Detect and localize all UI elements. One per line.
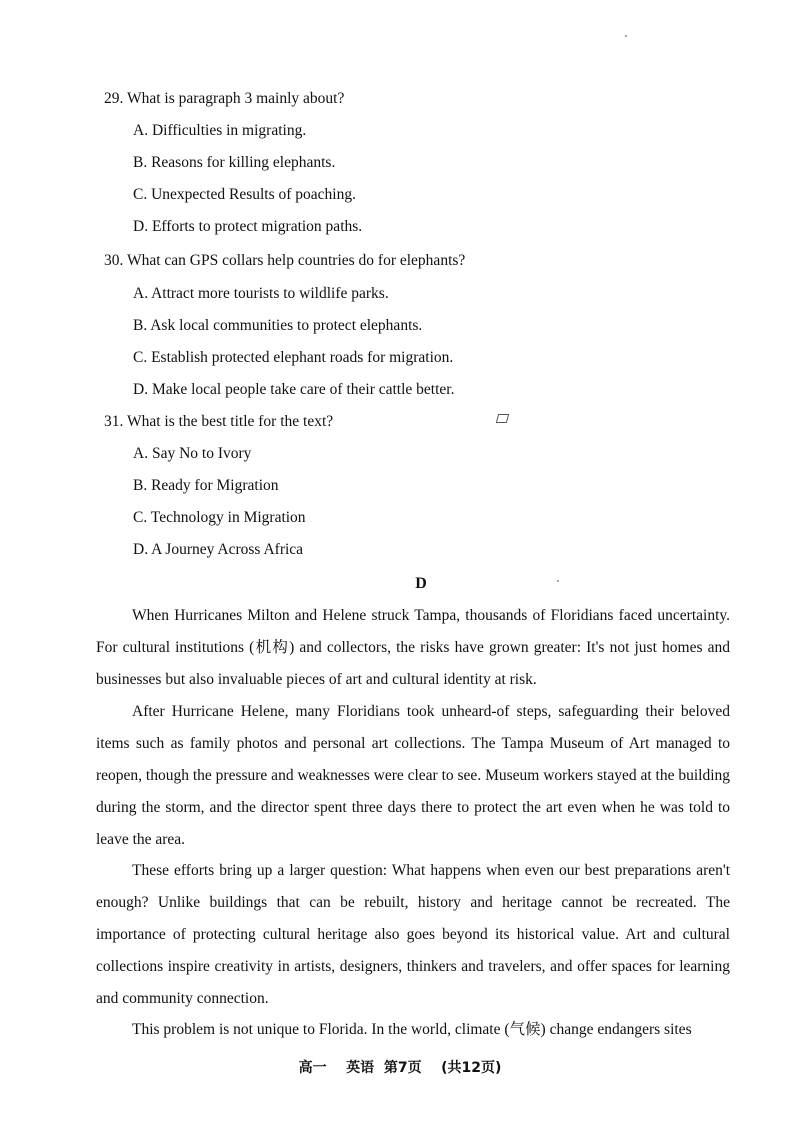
page-footer: 高一 英语 第7页 (共12页) (298, 1060, 502, 1076)
passage-paragraph-1: When Hurricanes Milton and Helene struck Tampa, thousands of Floridians faced uncertainty. For cultural institutions (机构) and collectors, the risks have grown greater: It's not just homes and businesses but also invaluable pieces of art and cultural identity at risk. (96, 607, 730, 688)
question-30-option-a: A. Attract more tourists to wildlife parks. (133, 285, 389, 302)
question-31-option-d: D. A Journey Across Africa (133, 541, 304, 558)
scan-speck (557, 580, 559, 582)
question-31-stem: 31. What is the best title for the text? (104, 413, 334, 430)
passage-paragraph-4: This problem is not unique to Florida. In the world, climate (气候) change endangers sites (132, 1021, 692, 1038)
question-31-option-a: A. Say No to Ivory (133, 445, 252, 462)
question-30-option-c: C. Establish protected elephant roads for migration. (133, 349, 454, 366)
question-30-option-b: B. Ask local communities to protect elephants. (133, 317, 423, 334)
passage-paragraph-2: After Hurricane Helene, many Floridians took unheard-of steps, safeguarding their beloved items such as family photos and personal art collections. The Tampa Museum of Art managed to reopen, though the pressure and weaknesses were clear to see. Museum workers stayed at the building during the storm, and the director spent three days there to protect the art even when he was told to leave the area. (96, 703, 731, 848)
question-29-option-b: B. Reasons for killing elephants. (133, 154, 336, 171)
question-31-option-c: C. Technology in Migration (133, 509, 306, 526)
question-30-option-d: D. Make local people take care of their cattle better. (133, 381, 455, 398)
passage-paragraph-3: These efforts bring up a larger question: What happens when even our best preparations aren't enough? Unlike buildings that can be rebuilt, history and heritage cannot be recreated. The importance of protecting cultural heritage also goes beyond its historical value. Art and cultural collections inspire creativity in artists, designers, thinkers and travelers, and offer spaces for learning and community connection. (96, 862, 730, 1007)
question-29-option-a: A. Difficulties in migrating. (133, 122, 307, 139)
scan-speck (625, 35, 627, 37)
scan-mark (496, 414, 509, 423)
question-29-option-d: D. Efforts to protect migration paths. (133, 218, 363, 235)
question-30-stem: 30. What can GPS collars help countries do for elephants? (104, 252, 466, 269)
question-31-option-b: B. Ready for Migration (133, 477, 279, 494)
section-title: D (415, 575, 427, 592)
question-29-stem: 29. What is paragraph 3 mainly about? (104, 90, 345, 107)
question-29-option-c: C. Unexpected Results of poaching. (133, 186, 356, 203)
